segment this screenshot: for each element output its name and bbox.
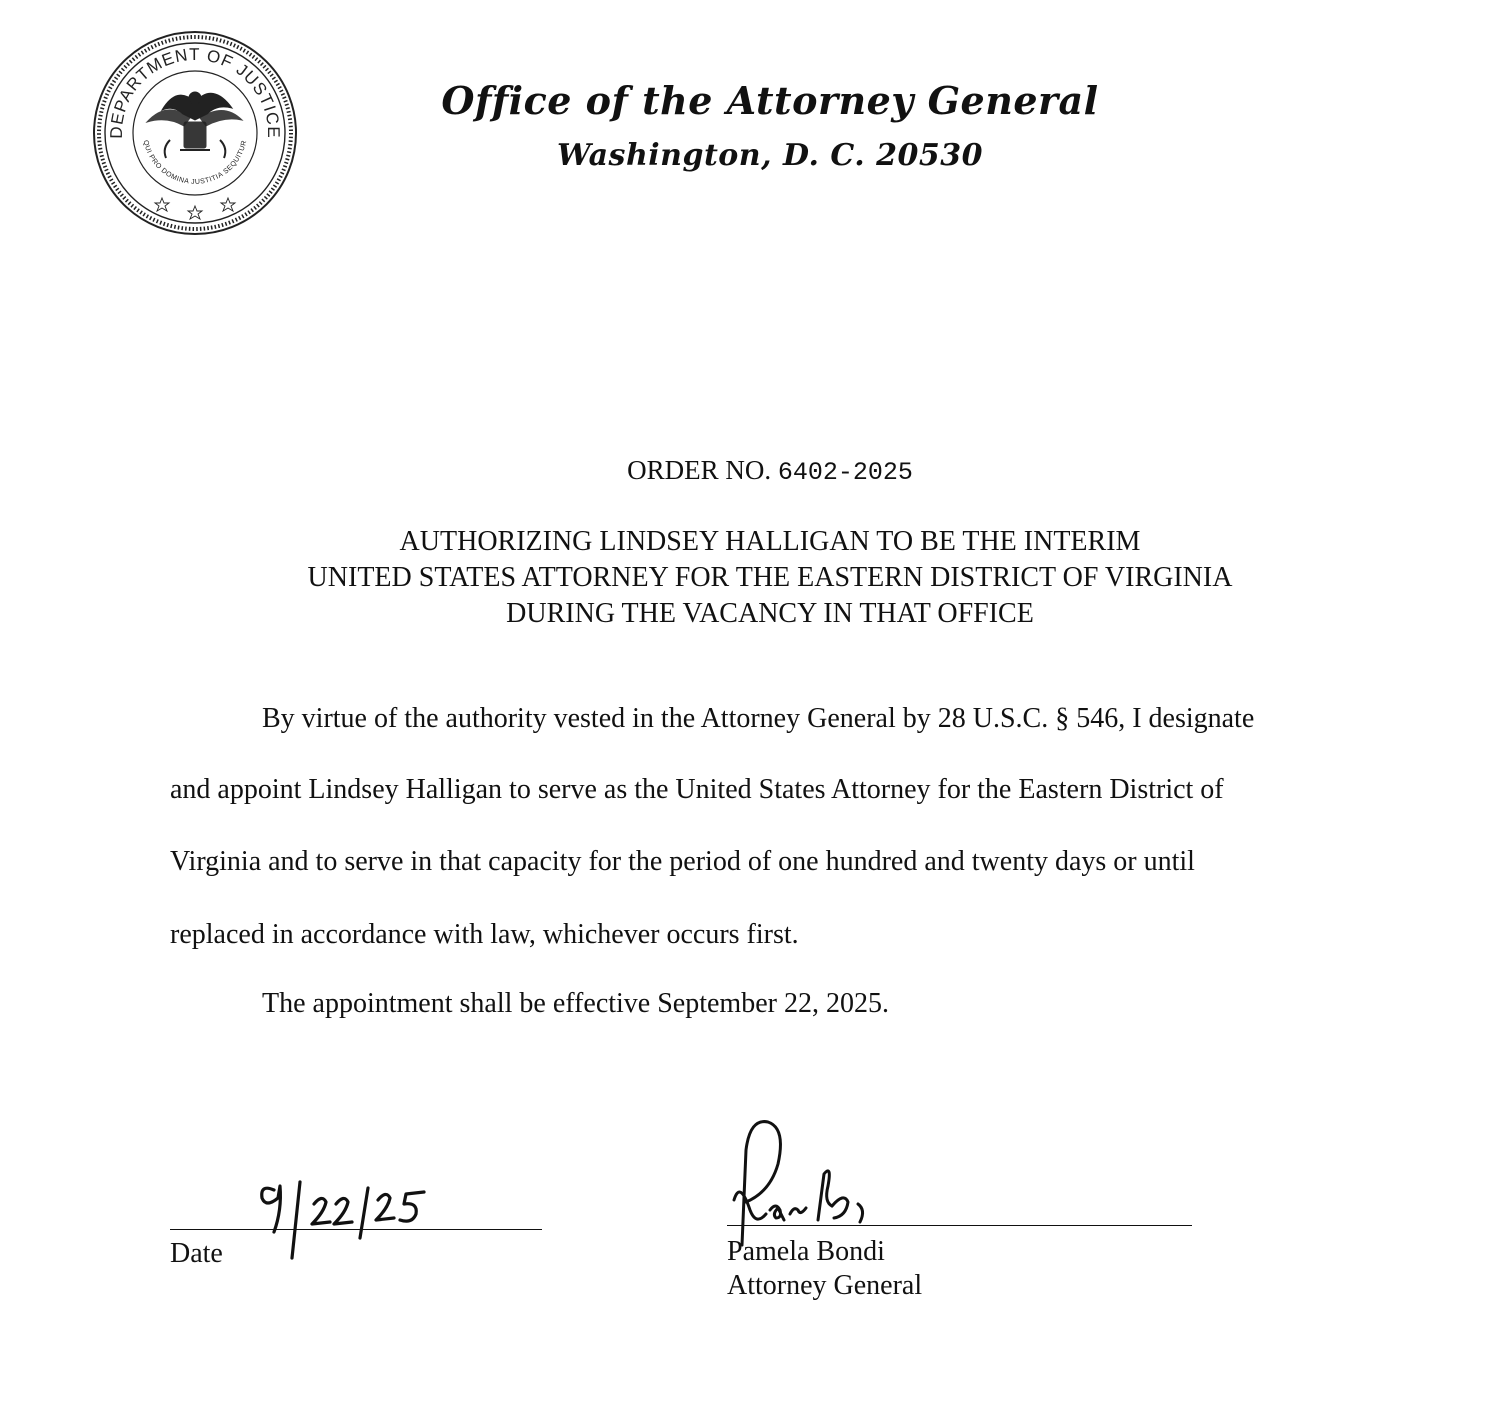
order-number	[300, 455, 1240, 487]
order-number-value: 6402-2025	[777, 458, 913, 487]
order-title-line: DURING THE VACANCY IN THAT OFFICE	[506, 598, 1034, 629]
body-paragraph-line: replaced in accordance with law, whichever occurs first.	[170, 919, 799, 950]
body-paragraph-line: Virginia and to serve in that capacity for the period of one hundred and twenty days or until	[170, 846, 1195, 877]
order-title-line: AUTHORIZING LINDSEY HALLIGAN TO BE THE INTERIM	[399, 526, 1141, 557]
letterhead-office: Office of the Attorney General	[441, 78, 1099, 123]
handwritten-signature	[720, 1110, 890, 1250]
body-paragraph-line: and appoint Lindsey Halligan to serve as the United States Attorney for the Eastern District of	[170, 774, 1224, 805]
doj-seal-icon	[92, 30, 298, 236]
svg-text:QUI PRO DOMINA JUSTITIA SEQUIT: QUI PRO DOMINA JUSTITIA SEQUITUR	[141, 139, 249, 186]
signer-title: Attorney General	[727, 1270, 923, 1301]
effective-date-paragraph: The appointment shall be effective September 22, 2025.	[262, 988, 889, 1019]
svg-text:DEPARTMENT OF JUSTICE: DEPARTMENT OF JUSTICE	[106, 44, 284, 139]
date-signature-line	[170, 1229, 542, 1230]
body-paragraph-line: By virtue of the authority vested in the Attorney General by 28 U.S.C. § 546, I designate	[262, 703, 1255, 734]
order-label: ORDER NO.	[627, 455, 772, 485]
date-label: Date	[170, 1238, 223, 1269]
handwritten-date	[240, 1170, 480, 1265]
letterhead-address: Washington, D. C. 20530	[557, 138, 983, 173]
signer-name: Pamela Bondi	[727, 1236, 885, 1267]
order-title-line: UNITED STATES ATTORNEY FOR THE EASTERN DISTRICT OF VIRGINIA	[307, 562, 1233, 593]
attorney-general-signature-line	[727, 1225, 1192, 1226]
